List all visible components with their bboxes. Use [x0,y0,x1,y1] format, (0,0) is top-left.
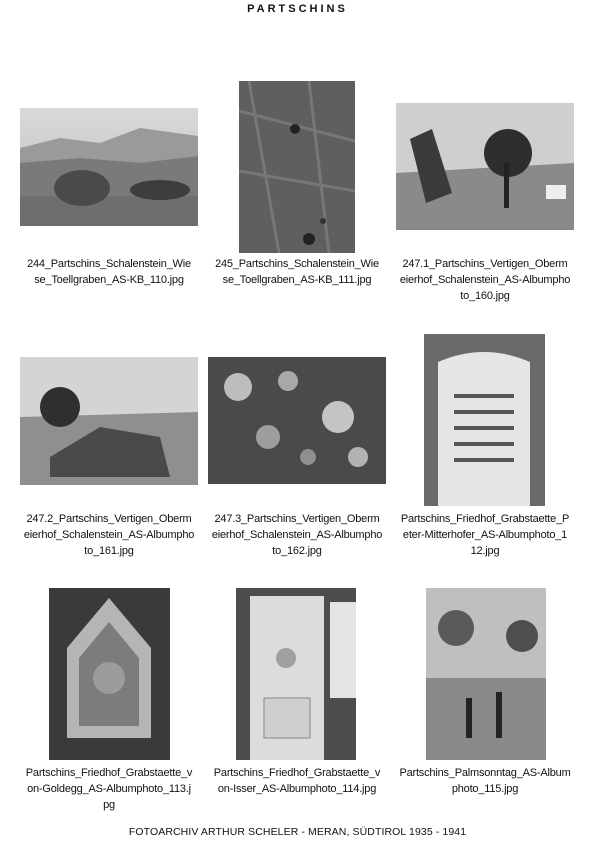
photo-caption: 244_Partschins_Schalenstein_Wie se_Toellgraben_AS-KB_110.jpg [27,258,191,286]
photo-caption: Partschins_Friedhof_Grabstaette_P eter-Mitterhofer_AS-Albumphoto_1 12.jpg [400,513,570,557]
photo-caption: Partschins_Friedhof_Grabstaette_v on-Goldegg_AS-Albumphoto_113.j pg [25,767,193,811]
photo-caption: 247.3_Partschins_Vertigen_Oberm eierhof_Schalenstein_AS-Albumpho to_162.jpg [211,513,383,557]
photo-thumbnail[interactable] [239,81,355,253]
photo-caption: 245_Partschins_Schalenstein_Wie se_Toellgraben_AS-KB_111.jpg [215,258,379,286]
page-title: PARTSCHINS [247,3,348,15]
photo-thumbnail[interactable] [20,357,198,485]
photo-caption: 247.1_Partschins_Vertigen_Oberm eierhof_Schalenstein_AS-Albumpho to_160.jpg [399,258,571,302]
photo-caption: Partschins_Friedhof_Grabstaette_v on-Isser_AS-Albumphoto_114.jpg [213,767,381,795]
photo-caption: Partschins_Palmsonntag_AS-Album photo_115.jpg [399,767,571,795]
photo-thumbnail[interactable] [424,334,545,506]
photo-thumbnail[interactable] [49,588,170,760]
photo-thumbnail[interactable] [236,588,356,760]
photo-thumbnail[interactable] [396,103,574,230]
photo-thumbnail[interactable] [208,357,386,484]
photo-thumbnail[interactable] [20,108,198,226]
archive-footer: FOTOARCHIV ARTHUR SCHELER - MERAN, SÜDTIROL 1935 - 1941 [128,826,467,838]
photo-caption: 247.2_Partschins_Vertigen_Oberm eierhof_Schalenstein_AS-Albumpho to_161.jpg [23,513,195,557]
photo-thumbnail[interactable] [426,588,546,760]
